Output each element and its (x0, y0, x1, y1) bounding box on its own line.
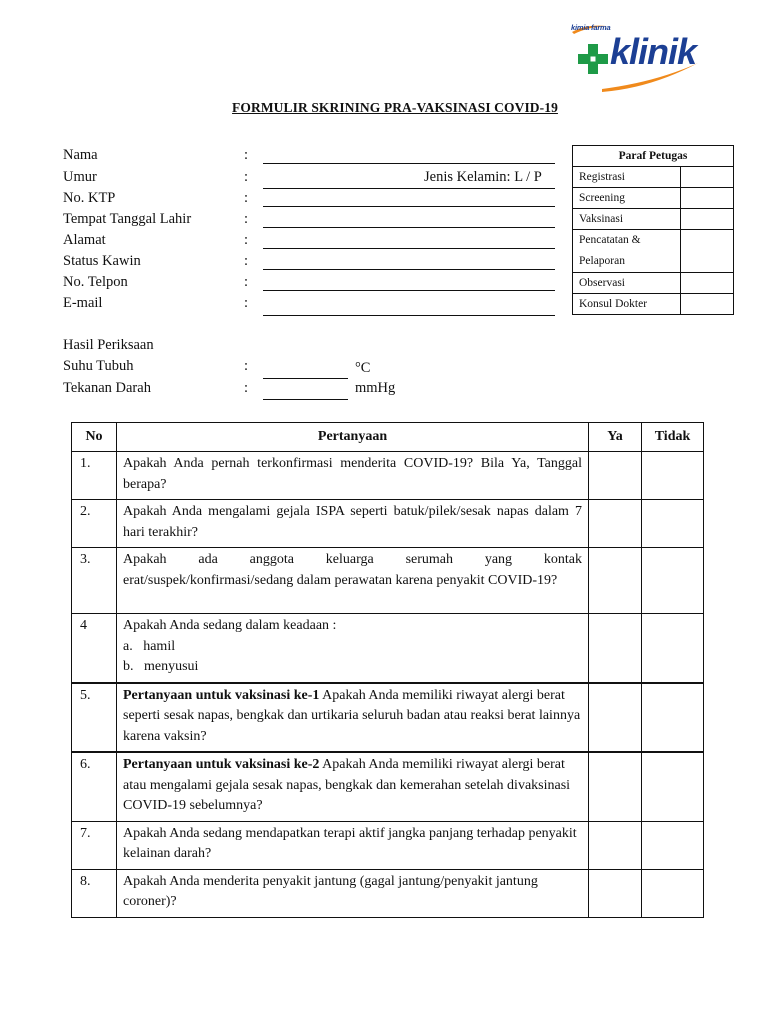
logo-word: klinik (610, 31, 697, 72)
field-label: Tempat Tanggal Lahir (63, 211, 192, 227)
answer-tidak-cell[interactable] (642, 614, 704, 683)
gender-field[interactable]: Jenis Kelamin: L / P (424, 169, 542, 185)
question-option: a. hamil (123, 638, 176, 654)
exam-input-line[interactable] (263, 378, 348, 379)
exam-label: Tekanan Darah (63, 380, 151, 396)
header-no: No (72, 423, 117, 452)
answer-tidak-cell[interactable] (642, 869, 704, 917)
field-input-line[interactable] (263, 206, 555, 207)
paraf-row-label: Vaksinasi (573, 209, 681, 230)
question-stem: Apakah Anda sedang dalam keadaan : (123, 618, 337, 633)
answer-ya-cell[interactable] (589, 752, 642, 821)
field-input-line[interactable] (263, 248, 555, 249)
field-colon: : (244, 274, 249, 290)
paraf-signature-cell[interactable] (681, 209, 734, 230)
question-bold-prefix: Pertanyaan untuk vaksinasi ke-1 (123, 687, 320, 703)
answer-ya-cell[interactable] (589, 614, 642, 683)
field-colon: : (244, 232, 249, 248)
exam-unit: °C (355, 360, 371, 376)
exam-colon: : (244, 380, 249, 396)
field-label: Alamat (63, 232, 106, 248)
question-number: 8. (72, 869, 117, 917)
question-number: 2. (72, 500, 117, 548)
paraf-signature-cell[interactable] (681, 188, 734, 209)
exam-heading-text: Hasil Periksaan (63, 337, 154, 353)
field-input-line[interactable] (263, 163, 555, 164)
field-label: Status Kawin (63, 253, 141, 269)
answer-tidak-cell[interactable] (642, 452, 704, 500)
question-text: Apakah Anda pernah terkonfirmasi menderita COVID-19? Bila Ya, Tanggal berapa? (117, 452, 589, 500)
paraf-row-label (573, 230, 681, 273)
paraf-row-label: Konsul Dokter (573, 294, 681, 315)
field-label: No. KTP (63, 190, 116, 206)
field-input-line[interactable] (263, 290, 555, 291)
paraf-header: Paraf Petugas (573, 146, 734, 167)
kimia-farma-klinik-logo (566, 16, 706, 94)
field-input-line[interactable] (263, 188, 555, 189)
field-label: E-mail (63, 295, 103, 311)
question-text: Apakah Anda sedang mendapatkan terapi aktif jangka panjang terhadap penyakit kelainan darah? (117, 821, 589, 869)
answer-ya-cell[interactable] (589, 869, 642, 917)
paraf-row-label-line: Pencatatan & (579, 234, 641, 246)
question-number: 6. (72, 752, 117, 821)
field-label: No. Telpon (63, 274, 128, 290)
question-text (117, 683, 589, 753)
table-header-row (72, 423, 704, 452)
exam-unit: mmHg (355, 380, 396, 396)
field-input-line[interactable] (263, 269, 555, 270)
question-number: 1. (72, 452, 117, 500)
answer-tidak-cell[interactable] (642, 821, 704, 869)
screening-questions-table (71, 422, 704, 918)
question-number: 7. (72, 821, 117, 869)
paraf-row-label: Observasi (573, 273, 681, 294)
question-number: 5. (72, 683, 117, 753)
field-input-line[interactable] (263, 227, 555, 228)
question-text: Apakah ada anggota keluarga serumah yang kontak erat/suspek/konfirmasi/sedang dalam perawatan karena penyakit COVID-19? (117, 548, 589, 614)
table-row (72, 869, 704, 917)
answer-ya-cell[interactable] (589, 452, 642, 500)
paraf-petugas-table (572, 145, 734, 315)
paraf-row-label: Screening (573, 188, 681, 209)
paraf-signature-cell[interactable] (681, 273, 734, 294)
question-option: b. menyusui (123, 659, 199, 674)
exam-input-line[interactable] (263, 399, 348, 400)
question-text (117, 614, 589, 683)
header-question: Pertanyaan (117, 423, 589, 452)
answer-tidak-cell[interactable] (642, 548, 704, 614)
field-colon: : (244, 190, 249, 206)
paraf-signature-cell[interactable] (681, 167, 734, 188)
table-row (72, 752, 704, 821)
table-row (72, 500, 704, 548)
paraf-row-label: Registrasi (573, 167, 681, 188)
table-row (72, 548, 704, 614)
field-label: Umur (63, 169, 97, 185)
paraf-signature-cell[interactable] (681, 230, 734, 273)
table-row (72, 452, 704, 500)
answer-ya-cell[interactable] (589, 500, 642, 548)
field-colon: : (244, 253, 249, 269)
field-colon: : (244, 295, 249, 311)
question-bold-prefix: Pertanyaan untuk vaksinasi ke-2 (123, 757, 320, 772)
table-row (72, 614, 704, 683)
exam-label: Suhu Tubuh (63, 358, 134, 374)
field-label: Nama (63, 147, 98, 163)
form-title: FORMULIR SKRINING PRA-VAKSINASI COVID-19 (232, 100, 558, 115)
field-colon: : (244, 169, 249, 185)
question-body: Apakah Anda memiliki riwayat alergi berat seperti sesak napas, bengkak dan urtikaria seluruh badan atau reaksi berat lainnya karena vaksin? (123, 687, 581, 744)
question-text (117, 752, 589, 821)
answer-ya-cell[interactable] (589, 821, 642, 869)
answer-ya-cell[interactable] (589, 683, 642, 753)
table-row (72, 683, 704, 753)
logo-small-text: kimia farma (571, 23, 611, 32)
question-body: Apakah Anda memiliki riwayat alergi berat atau mengalami gejala sesak napas, bengkak dan kemerahan setelah divaksinasi COVID-19 sebelumnya? (123, 757, 571, 813)
paraf-signature-cell[interactable] (681, 294, 734, 315)
answer-tidak-cell[interactable] (642, 683, 704, 753)
exam-colon: : (244, 358, 249, 374)
answer-tidak-cell[interactable] (642, 500, 704, 548)
field-colon: : (244, 147, 249, 163)
question-text: Apakah Anda menderita penyakit jantung (gagal jantung/penyakit jantung coroner)? (117, 869, 589, 917)
header-tidak: Tidak (642, 423, 704, 452)
field-colon: : (244, 211, 249, 227)
table-row (72, 821, 704, 869)
header-ya: Ya (589, 423, 642, 452)
answer-ya-cell[interactable] (589, 548, 642, 614)
answer-tidak-cell[interactable] (642, 752, 704, 821)
question-number: 4 (72, 614, 117, 683)
question-number: 3. (72, 548, 117, 614)
question-text: Apakah Anda mengalami gejala ISPA seperti batuk/pilek/sesak napas dalam 7 hari terakhir? (117, 500, 589, 548)
field-input-line[interactable] (263, 315, 555, 316)
paraf-row-label-line: Pelaporan (579, 255, 625, 267)
